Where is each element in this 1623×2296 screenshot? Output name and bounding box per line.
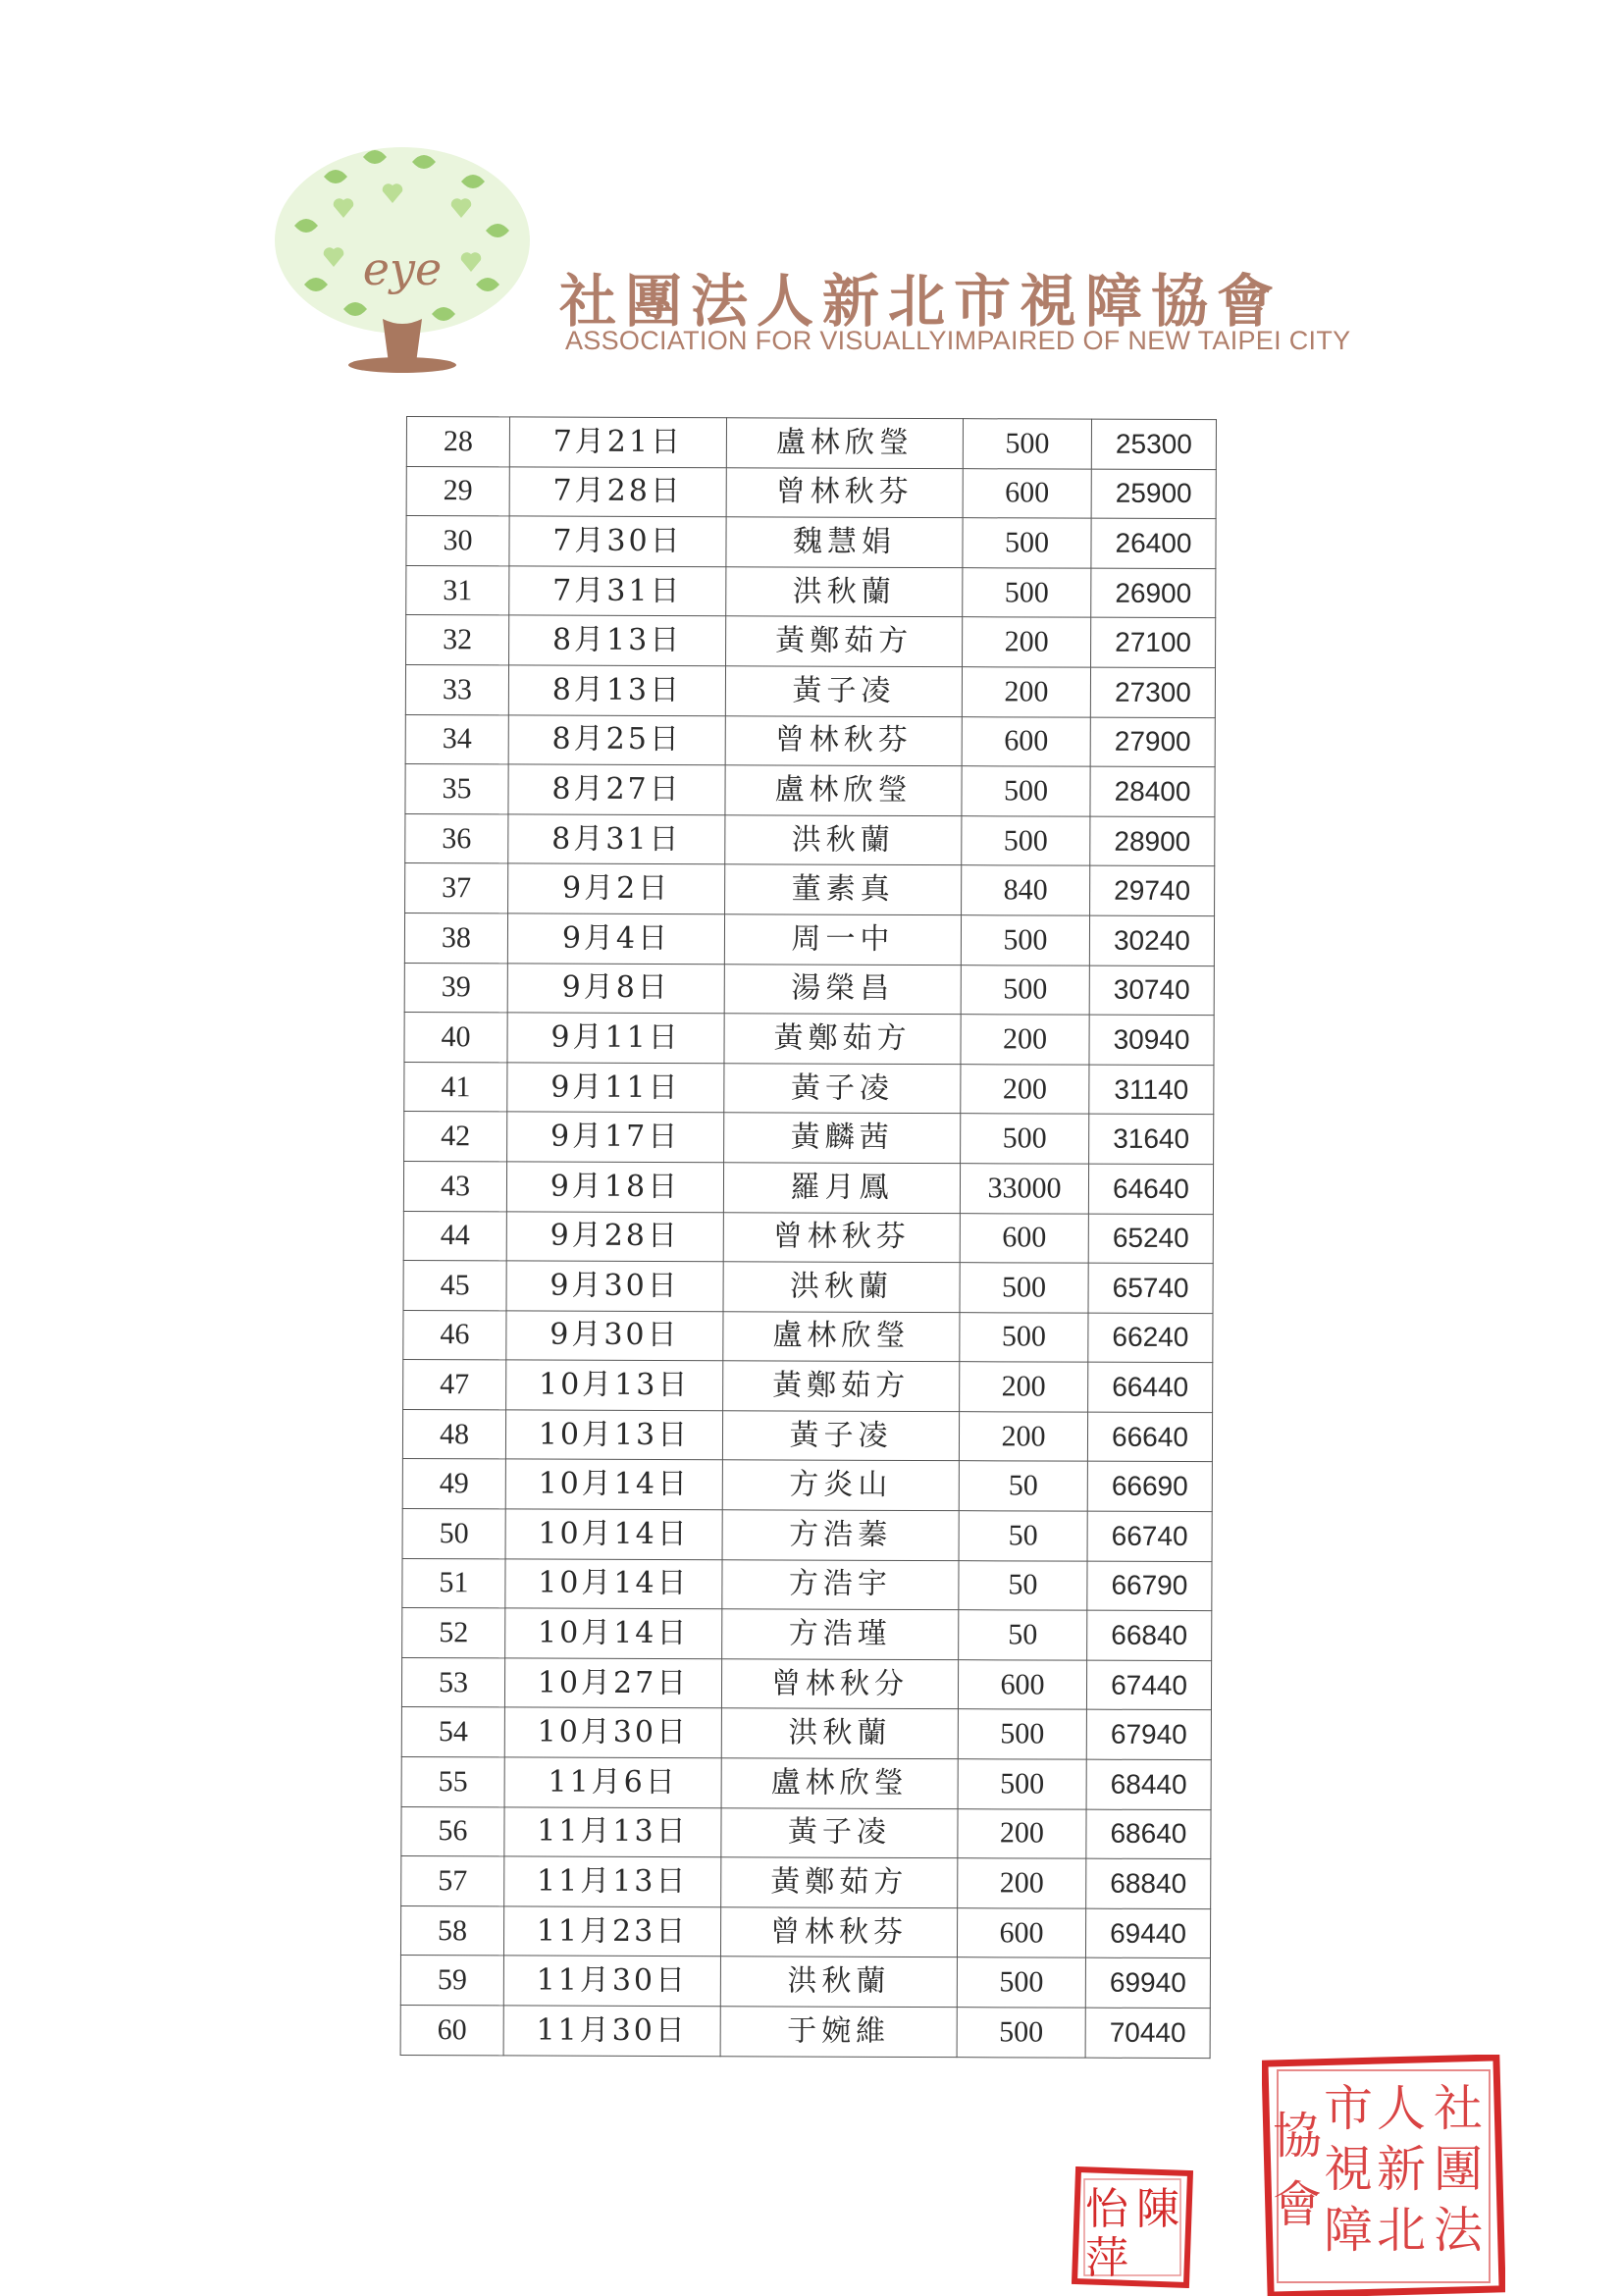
donation-date: 10月30日 xyxy=(504,1707,721,1757)
table-row xyxy=(405,664,1215,717)
organization-name-english: ASSOCIATION FOR VISUALLYIMPAIRED OF NEW TAIPEI CITY xyxy=(565,326,1351,355)
row-number: 33 xyxy=(405,664,508,714)
row-number: 35 xyxy=(405,764,508,814)
donation-amount: 600 xyxy=(963,468,1091,518)
cumulative-total: 25300 xyxy=(1091,419,1216,469)
row-number: 29 xyxy=(406,466,509,516)
donor-name: 于婉維 xyxy=(720,2007,957,2058)
donation-date: 11月6日 xyxy=(504,1757,721,1807)
seal-char-7: 市 xyxy=(1324,2080,1373,2137)
donation-amount: 50 xyxy=(959,1560,1087,1610)
table-row xyxy=(404,1013,1214,1066)
logo-text: eye xyxy=(362,242,443,295)
row-number: 51 xyxy=(402,1558,505,1608)
cumulative-total: 25900 xyxy=(1091,469,1216,519)
cumulative-total: 66440 xyxy=(1088,1362,1213,1412)
donor-name: 黃子凌 xyxy=(725,666,962,717)
seal-char-10: 協 xyxy=(1273,2108,1322,2165)
donation-amount: 600 xyxy=(962,716,1090,766)
seal-char-2: 團 xyxy=(1434,2141,1483,2198)
cumulative-total: 69940 xyxy=(1085,1958,1210,2009)
donation-amount: 200 xyxy=(963,617,1091,667)
table-row xyxy=(401,1707,1211,1760)
row-number: 50 xyxy=(402,1509,505,1559)
donation-date: 7月21日 xyxy=(509,417,726,467)
donation-date: 11月30日 xyxy=(503,1956,720,2006)
association-seal-stamp xyxy=(1262,2055,1505,2296)
donation-date: 9月11日 xyxy=(507,1013,724,1063)
donation-date: 9月8日 xyxy=(507,963,724,1013)
cumulative-total: 30740 xyxy=(1089,965,1214,1016)
donor-name: 黃子凌 xyxy=(721,1807,958,1858)
cumulative-total: 27900 xyxy=(1090,717,1215,767)
donor-name: 曾林秋芬 xyxy=(726,467,963,518)
donor-name: 盧林欣瑩 xyxy=(725,765,962,816)
table-row xyxy=(403,1261,1213,1314)
table-row xyxy=(405,813,1215,866)
seal-char-2: 怡 xyxy=(1085,2184,1128,2234)
seal-char-8: 視 xyxy=(1324,2141,1373,2198)
row-number: 54 xyxy=(401,1707,504,1757)
donation-amount: 500 xyxy=(957,1957,1085,2008)
cumulative-total: 68840 xyxy=(1086,1858,1211,1908)
cumulative-total: 66690 xyxy=(1087,1462,1212,1512)
donation-date: 10月14日 xyxy=(505,1509,722,1559)
table-row xyxy=(400,2005,1210,2058)
donation-date: 9月28日 xyxy=(506,1211,723,1261)
donor-name: 羅月鳳 xyxy=(723,1163,960,1214)
donor-name: 方炎山 xyxy=(722,1460,959,1511)
table-row xyxy=(403,1211,1213,1264)
table-row xyxy=(406,516,1216,569)
donation-amount: 200 xyxy=(958,1808,1086,1858)
row-number: 42 xyxy=(404,1112,507,1162)
cumulative-total: 27100 xyxy=(1091,618,1216,668)
cumulative-total: 66640 xyxy=(1087,1412,1212,1462)
donation-amount: 200 xyxy=(960,1362,1088,1412)
donor-name: 黃子凌 xyxy=(724,1063,961,1114)
donation-date: 9月30日 xyxy=(506,1311,723,1361)
donation-date: 8月13日 xyxy=(508,665,725,715)
donor-name: 盧林欣瑩 xyxy=(721,1758,958,1809)
donation-date: 8月31日 xyxy=(508,814,725,864)
donor-name: 方浩宇 xyxy=(722,1559,959,1610)
donation-amount: 500 xyxy=(957,2008,1085,2058)
donation-amount: 50 xyxy=(959,1461,1087,1511)
donation-amount: 200 xyxy=(959,1412,1087,1462)
donation-amount: 50 xyxy=(959,1610,1087,1660)
donor-name: 黃子凌 xyxy=(722,1411,959,1462)
donation-amount: 600 xyxy=(960,1213,1088,1263)
row-number: 40 xyxy=(404,1013,507,1063)
table-row xyxy=(406,417,1216,470)
row-number: 37 xyxy=(405,863,508,913)
donation-date: 11月30日 xyxy=(503,2006,720,2056)
donor-name: 盧林欣瑩 xyxy=(726,418,963,469)
donor-name: 洪秋蘭 xyxy=(725,815,962,866)
donation-date: 10月14日 xyxy=(505,1459,722,1509)
cumulative-total: 65740 xyxy=(1088,1263,1213,1313)
row-number: 36 xyxy=(405,813,508,863)
donor-name: 洪秋蘭 xyxy=(726,567,963,618)
donation-date: 9月4日 xyxy=(507,913,724,964)
donation-amount: 500 xyxy=(963,419,1091,469)
letterhead xyxy=(265,137,1384,392)
cumulative-total: 66240 xyxy=(1088,1313,1213,1363)
donation-amount: 500 xyxy=(961,1114,1089,1164)
donation-date: 11月23日 xyxy=(503,1906,720,1957)
table-row xyxy=(404,963,1214,1016)
donor-name: 曾林秋芬 xyxy=(723,1212,960,1263)
table-row xyxy=(401,1657,1211,1710)
row-number: 55 xyxy=(401,1757,504,1807)
seal-char-4: 人 xyxy=(1377,2080,1426,2137)
table-row xyxy=(402,1608,1212,1661)
donation-date: 7月31日 xyxy=(509,566,726,616)
donation-amount: 500 xyxy=(963,518,1091,568)
cumulative-total: 67940 xyxy=(1086,1710,1211,1760)
cumulative-total: 66790 xyxy=(1087,1561,1212,1611)
donation-amount: 33000 xyxy=(960,1164,1088,1214)
donor-name: 曾林秋芬 xyxy=(725,715,962,766)
donor-name: 洪秋蘭 xyxy=(721,1708,958,1759)
table-row xyxy=(405,764,1215,817)
table-row xyxy=(404,1062,1214,1115)
cumulative-total: 30240 xyxy=(1089,915,1214,965)
cumulative-total: 26400 xyxy=(1091,518,1216,568)
table-row xyxy=(403,1310,1213,1363)
row-number: 41 xyxy=(404,1062,507,1112)
table-row xyxy=(406,565,1216,618)
table-row xyxy=(403,1161,1213,1214)
row-number: 30 xyxy=(406,516,509,566)
donation-amount: 600 xyxy=(957,1907,1085,1957)
tree-logo-icon xyxy=(265,137,540,383)
row-number: 38 xyxy=(404,913,507,963)
cumulative-total: 66840 xyxy=(1087,1610,1212,1660)
donation-amount: 500 xyxy=(962,815,1090,865)
donation-date: 8月13日 xyxy=(509,615,726,665)
donation-amount: 500 xyxy=(958,1759,1086,1809)
donation-amount: 500 xyxy=(961,915,1089,965)
table-row xyxy=(400,1956,1210,2009)
row-number: 53 xyxy=(401,1657,504,1707)
donation-amount: 500 xyxy=(961,965,1089,1015)
seal-char-5: 新 xyxy=(1377,2141,1426,2198)
donation-amount: 50 xyxy=(959,1511,1087,1561)
table-row xyxy=(404,913,1214,965)
donation-records-table xyxy=(400,416,1217,2059)
row-number: 46 xyxy=(403,1310,506,1360)
cumulative-total: 68640 xyxy=(1086,1809,1211,1859)
seal-char-9: 障 xyxy=(1324,2202,1373,2259)
donation-date: 8月25日 xyxy=(508,714,725,764)
table-row xyxy=(406,615,1216,668)
cumulative-total: 69440 xyxy=(1085,1908,1210,1958)
donor-name: 湯榮昌 xyxy=(724,964,961,1015)
donor-name: 黃鄭茹方 xyxy=(726,616,963,667)
table-row xyxy=(400,1905,1210,1958)
row-number: 49 xyxy=(402,1459,505,1509)
row-number: 56 xyxy=(401,1806,504,1856)
donation-date: 7月28日 xyxy=(509,466,726,516)
row-number: 28 xyxy=(406,417,509,467)
donation-date: 10月14日 xyxy=(505,1608,722,1658)
donation-date: 7月30日 xyxy=(509,516,726,566)
seal-char-3: 萍 xyxy=(1085,2233,1128,2283)
donation-date: 9月17日 xyxy=(507,1112,724,1162)
row-number: 48 xyxy=(402,1409,505,1459)
donation-date: 9月18日 xyxy=(506,1162,723,1212)
donor-name: 黃鄭茹方 xyxy=(721,1857,958,1908)
donor-name: 洪秋蘭 xyxy=(723,1262,960,1313)
donor-name: 黃鄭茹方 xyxy=(724,1014,961,1065)
donation-amount: 500 xyxy=(960,1263,1088,1313)
row-number: 52 xyxy=(402,1608,505,1658)
donation-date: 10月13日 xyxy=(506,1360,723,1410)
row-number: 32 xyxy=(406,615,509,665)
table-row xyxy=(401,1856,1211,1909)
donation-amount: 600 xyxy=(958,1660,1086,1710)
cumulative-total: 66740 xyxy=(1087,1511,1212,1561)
table-row xyxy=(405,714,1215,767)
cumulative-total: 28900 xyxy=(1090,816,1215,866)
row-number: 44 xyxy=(403,1211,506,1261)
donation-amount: 500 xyxy=(958,1709,1086,1759)
donor-name: 洪秋蘭 xyxy=(720,1957,957,2008)
cumulative-total: 64640 xyxy=(1088,1164,1213,1214)
donation-amount: 500 xyxy=(963,567,1091,617)
donation-date: 10月27日 xyxy=(504,1658,721,1708)
donor-name: 黃鄭茹方 xyxy=(723,1361,960,1412)
donor-name: 方浩瑾 xyxy=(722,1609,959,1660)
cumulative-total: 29740 xyxy=(1090,866,1215,916)
donation-date: 11月13日 xyxy=(504,1856,721,1906)
row-number: 60 xyxy=(400,2005,503,2055)
row-number: 47 xyxy=(403,1360,506,1410)
seal-char-3: 法 xyxy=(1434,2202,1483,2259)
row-number: 34 xyxy=(405,714,508,764)
cumulative-total: 68440 xyxy=(1086,1759,1211,1809)
donation-date: 8月27日 xyxy=(508,764,725,814)
donor-name: 董素真 xyxy=(725,864,962,915)
row-number: 43 xyxy=(403,1161,506,1211)
seal-char-6: 北 xyxy=(1377,2202,1426,2259)
donation-amount: 200 xyxy=(961,1015,1089,1065)
donation-amount: 200 xyxy=(962,667,1090,717)
table-row xyxy=(406,466,1216,519)
table-row xyxy=(405,863,1215,916)
donation-date: 11月13日 xyxy=(504,1807,721,1857)
table-row xyxy=(402,1558,1212,1611)
donation-amount: 500 xyxy=(960,1312,1088,1362)
donation-date: 9月30日 xyxy=(506,1261,723,1311)
donor-name: 周一中 xyxy=(724,914,961,965)
cumulative-total: 27300 xyxy=(1090,667,1215,717)
table-row xyxy=(401,1806,1211,1859)
seal-char-1: 社 xyxy=(1434,2080,1483,2137)
donation-date: 10月14日 xyxy=(505,1559,722,1609)
row-number: 58 xyxy=(400,1905,503,1956)
donation-amount: 200 xyxy=(961,1064,1089,1114)
donation-date: 10月13日 xyxy=(505,1410,722,1460)
records-body xyxy=(400,417,1216,2059)
row-number: 45 xyxy=(403,1261,506,1311)
table-row xyxy=(401,1757,1211,1810)
row-number: 39 xyxy=(404,963,507,1013)
cumulative-total: 26900 xyxy=(1091,568,1216,618)
donation-amount: 200 xyxy=(958,1858,1086,1908)
seal-char-1: 陳 xyxy=(1136,2184,1179,2234)
cumulative-total: 65240 xyxy=(1088,1214,1213,1264)
table-row xyxy=(402,1459,1212,1512)
donor-name: 曾林秋分 xyxy=(721,1659,958,1710)
row-number: 59 xyxy=(400,1956,503,2006)
donation-date: 9月2日 xyxy=(508,863,725,913)
table-row xyxy=(402,1509,1212,1562)
cumulative-total: 70440 xyxy=(1085,2008,1210,2058)
row-number: 31 xyxy=(406,565,509,615)
cumulative-total: 31640 xyxy=(1089,1114,1214,1164)
donation-amount: 840 xyxy=(962,865,1090,915)
donor-name: 魏慧娟 xyxy=(726,517,963,568)
donor-name: 盧林欣瑩 xyxy=(723,1311,960,1362)
organization-name-chinese: 社團法人新北市視障協會 xyxy=(559,268,1283,335)
cumulative-total: 28400 xyxy=(1090,766,1215,816)
row-number: 57 xyxy=(401,1856,504,1906)
table-row xyxy=(403,1360,1213,1413)
donation-amount: 500 xyxy=(962,766,1090,816)
table-row xyxy=(404,1112,1214,1165)
donor-name: 黃麟茜 xyxy=(724,1113,961,1164)
seal-char-11: 會 xyxy=(1273,2176,1322,2233)
cumulative-total: 67440 xyxy=(1086,1660,1211,1710)
donor-name: 方浩蓁 xyxy=(722,1510,959,1561)
table-row xyxy=(402,1409,1212,1462)
cumulative-total: 30940 xyxy=(1089,1015,1214,1065)
personal-seal-stamp xyxy=(1072,2166,1193,2288)
cumulative-total: 31140 xyxy=(1089,1065,1214,1115)
donation-date: 9月11日 xyxy=(507,1063,724,1113)
donor-name: 曾林秋芬 xyxy=(720,1907,957,1958)
